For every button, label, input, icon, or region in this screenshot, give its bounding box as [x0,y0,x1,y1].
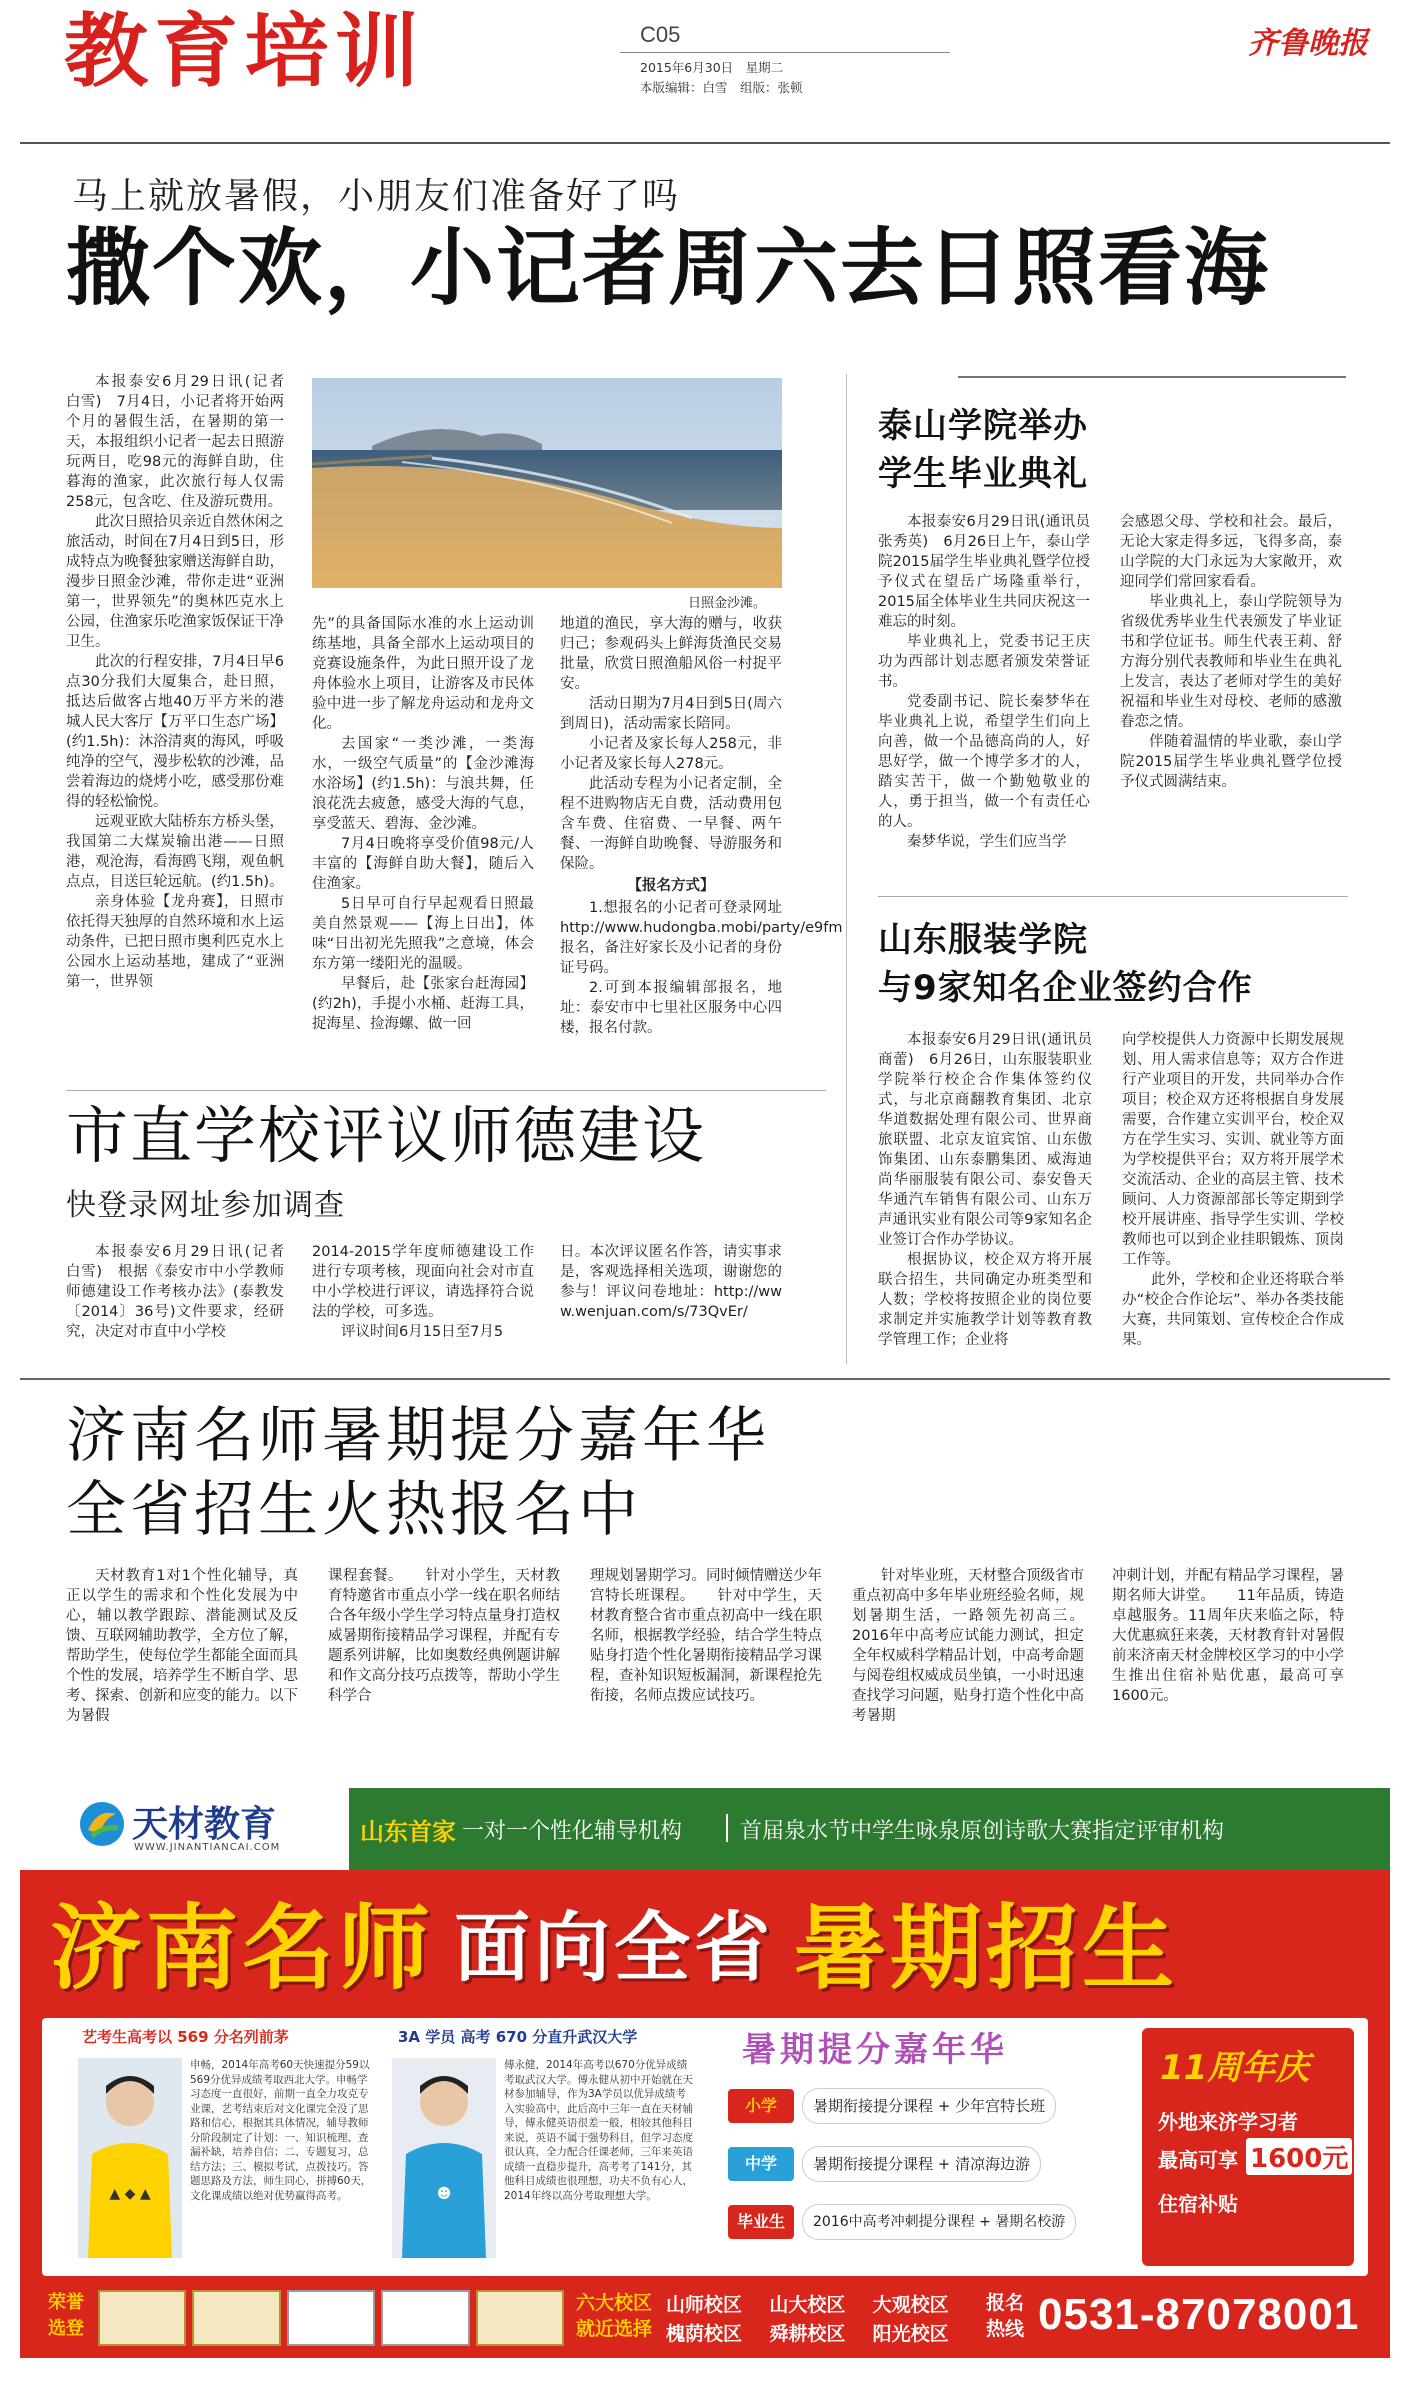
fuzhuang-paragraph: 本报泰安6月29日讯(通讯员 商蕾) 6月26日，山东服装职业学院举行校企合作集体签约仪式，与北京商翻教育集团、北京华道数据处理有限公司、世界商旅联盟、北京友谊宾馆、山东傲饰集团、山东泰鹏集团、威海迪尚华丽服装有限公司、泰安鲁天华通汽车销售有限公司、山东万声通讯实业有限公司等9家知名企业签订合作办学协议。 [878,1032,1107,1248]
campus-label: 六大校区就近选择 [576,2292,653,2340]
lead-paragraph: 地道的渔民，享大海的赠与，收获归己；参观码头上鲜海货渔民交易批量，欣赏日照渔船风俗一村捉平安。 [560,616,782,692]
ad-big-2: 面向全省 [454,1902,775,1992]
ad-big-3: 暑期招生 [794,1895,1179,2002]
ad-footer [42,2284,1368,2352]
course-tag: 毕业生 [728,2205,794,2239]
fuzhuang-column-2 [1122,1030,1344,1350]
taishan-top-rule [958,376,1346,378]
photo-caption: 日照金沙滩。 [688,596,767,611]
slogan-award: 首届泉水节中学生咏泉原创诗歌大赛指定评审机构 [740,1819,1225,1844]
taishan-paragraph: 本报泰安6月29日讯(通讯员 张秀英) 6月26日上午，泰山学院2015届学生毕业典礼暨学位授予仪式在望岳广场隆重举行，2015届全体毕业生共同庆祝这一难忘的时刻。 [878,514,1105,630]
fuzhuang-paragraph: 向学校提供人力资源中长期发展规划、用人需求信息等；双方合作进行产业项目的开发，共同举办合作项目；校企双方还将根据自身发展需要，合作建立实训平台，校企双方在学生实习、实训、就业等方面为学校提供平台；双方将开展学术交流活动、企业的高层主管、技术顾问、人力资源部部长等定期到学校开展讲座、指导学生实训、学校教师也可以到企业挂职锻炼、顶岗工作等。 [1122,1032,1344,1268]
ad-content-panel [42,2018,1368,2276]
jinan-paragraph: 课程套餐。 针对小学生，天材教育特邀省市重点小学一线在职名师结合各年级小学生学习特点量身打造权威暑期衔接精品学习课程，并配有专题系列讲解，比如奥数经典例题讲解和作文高分技巧点拨等，帮助小学生科学合 [328,1568,560,1704]
signup-title: 【报名方式】 [627,878,715,894]
svg-text:☻: ☻ [436,2186,452,2202]
course-row [728,2198,1118,2246]
taishan-paragraph: 秦梦华说，学生们应当学 [907,834,1067,850]
signup-item: 1.想报名的小记者可登录网址http://www.hudongba.mobi/party/e9fm报名，备注好家长及小记者的身份证号码。 [560,900,843,976]
fuzhuang-paragraph: 此外，学校和企业还将联合举办“校企合作论坛”、举办各类技能大赛，共同策划、宣传校企合作成果。 [1122,1272,1344,1348]
brand-logo-icon [78,1800,126,1848]
campus-item: 山大校区 [769,2294,846,2316]
certificate-icon [287,2290,375,2346]
certificate-icon [98,2290,186,2346]
masthead-divider [20,142,1390,144]
lead-headline: 撒个欢，小记者周六去日照看海 [66,219,1271,317]
slogan-divider [726,1814,728,1842]
anniversary-amount: 1600元 [1246,2138,1352,2175]
date-line: 2015年6月30日 星期二 [640,60,784,75]
page-number: C05 [640,22,681,47]
certificate-icon [381,2290,469,2346]
fuzhuang-headline-2: 与9家知名企业签约合作 [878,968,1253,1008]
shide-column-3 [560,1242,782,1322]
course-row [728,2082,1118,2130]
editor-line: 本版编辑：白雪 组版：张顿 [640,80,803,95]
course-text: 2016中高考冲刺提分课程 + 暑期名校游 [802,2204,1076,2240]
taishan-headline-1: 泰山学院举办 [878,406,1088,446]
lead-column-3 [560,614,843,1038]
jinan-paragraph: 冲刺计划，并配有精品学习课程，暑期名师大讲堂。 11年品质，铸造卓越服务。11周年庆来临之际，特大优惠疯狂来袭，天材教育针对暑假前来济南天材金牌校区学习的中小学生推出住宿补贴优惠，最高可享1600元。 [1112,1568,1344,1704]
fuzhuang-column-1 [878,1030,1107,1350]
lead-paragraph: 此次日照拾贝亲近自然休闲之旅活动，时间在7月4日到5日，形成特点为晚餐独家赠送海鲜自助，漫步日照金沙滩，带你走进“亚洲第一，世界领先”的奥林匹克水上公园，住渔家乐吃渔家饭保证干净卫生。 [66,514,284,650]
carnival-title: 暑期提分嘉年华 [742,2030,1008,2070]
certificate-icon [476,2290,564,2346]
shide-paragraph: 日。本次评议匿名作答，请实事求是，客观选择相关选项，谢谢您的参与！评议问卷地址：http://www.wenjuan.com/s/73QvEr/ [560,1244,782,1320]
shide-paragraph: 评议时间6月15日至7月5 [341,1324,504,1340]
lead-paragraph: 活动日期为7月4日到5日(周六到周日)，活动需家长陪同。 [560,696,782,732]
anniversary-line-1: 外地来济学习者 [1158,2110,1298,2134]
section-title: 教育培训 [64,5,426,98]
jinan-paragraph: 理规划暑期学习。同时倾情赠送少年宫特长班课程。 针对中学生，天材教育整合省市重点初高中一线在职名师，根据教学经验，结合学生特点贴身打造个性化暑期衔接精品学习课程，查补知识短板漏洞，新课程抢先衔接，名师点拨应试技巧。 [590,1568,822,1704]
course-row [728,2140,1118,2188]
taishan-paragraph: 毕业典礼上，泰山学院领导为省级优秀毕业生代表颁发了毕业证书和学位证书。师生代表王莉、舒方海分别代表教师和毕业生在典礼上发言，表达了老师对学生的美好祝福和毕业生对母校、老师的感激眷恋之情。 [1120,594,1342,730]
masthead-rule [620,52,950,53]
course-text: 暑期衔接提分课程 + 少年宫特长班 [802,2088,1056,2124]
course-tag: 小学 [728,2089,794,2123]
lead-column-1 [66,372,299,992]
case-2-photo [392,2058,496,2258]
paper-logo: 齐鲁晚报 [1248,26,1368,61]
slogan-main: 一对一个性化辅导机构 [462,1819,683,1844]
campus-item: 山师校区 [666,2294,743,2316]
fuzhuang-paragraph: 根据协议，校企双方将开展联合招生，共同确定办班类型和人数；学校将按照企业的岗位要求制定并实施教学计划等教育教学管理工作；企业将 [878,1252,1092,1348]
beach-photo [312,378,782,588]
anniversary-line-3: 住宿补贴 [1158,2192,1238,2216]
ad-banner [20,1788,1390,2358]
course-tag: 中学 [728,2147,794,2181]
column-divider [846,374,847,1364]
lead-paragraph: 本报泰安6月29日讯(记者 白雪) 7月4日，小记者将开始两个月的暑假生活，在暑期的第一天，本报组织小记者一起去日照游玩两日，吃98元的海鲜自助，住暮海的渔家，此次旅行每人仅需258元，包含吃、住及游玩费用。 [66,374,299,510]
jinan-column-3 [590,1566,822,1706]
svg-text:▲ ◆ ▲: ▲ ◆ ▲ [109,2186,151,2202]
jinan-column-5 [1112,1566,1344,1706]
shide-paragraph: 2014-2015学年度师德建设工作进行专项考核，现面向社会对市直中小学校进行评议，请选择符合说法的学校，可多选。 [312,1244,534,1320]
jinan-headline-2: 全省招生火热报名中 [66,1475,642,1545]
lead-paragraph: 此次的行程安排，7月4日早6点30分我们大厦集合，赴日照，抵达后做客占地40万平方米的港城人民大客厅【万平口生态广场】(约1.5h)：沐浴清爽的海风，呼吸纯净的空气，漫步松软的沙滩，品尝着海边的烧烤小吃，感受那份难得的轻松愉悦。 [66,654,284,810]
shide-column-2 [312,1242,534,1342]
jinan-headline-1: 济南名师暑期提分嘉年华 [66,1401,770,1471]
jinan-column-4 [852,1566,1084,1726]
lead-paragraph: 早餐后，赴【张家台赶海园】(约2h)，手提小水桶、赶海工具，捉海星、捡海螺、做一回 [312,976,534,1032]
shide-top-rule [66,1090,826,1091]
anniversary-title: 11周年庆 [1160,2048,1310,2088]
anniversary-badge [1142,2028,1354,2266]
lead-column-2 [312,614,534,1034]
signup-item: 2.可到本报编辑部报名，地址：泰安市中七里社区服务中心四楼，报名付款。 [560,980,782,1036]
campus-list [666,2290,976,2346]
campus-item: 槐荫校区 [666,2323,743,2345]
lead-paragraph: 去国家“一类沙滩，一类海水，一级空气质量”的【金沙滩海水浴场】(约1.5h)：与浪共舞，任浪花洗去疲惫，感受大海的气息，享受蓝天、碧海、金沙滩。 [312,736,534,832]
fuzhuang-headline-1: 山东服装学院 [878,920,1088,960]
taishan-paragraph: 会感恩父母、学校和社会。最后，无论大家走得多远，飞得多高，泰山学院的大门永远为大家敞开，欢迎同学们常回家看看。 [1120,514,1342,590]
taishan-column-1 [878,512,1105,852]
jinan-paragraph: 针对毕业班，天材整合顶级省市重点初高中多年毕业班经验名师，规划暑期生活，一路领先初高三。2016年中高考应试能力测试，担定全年权威科学精品计划，中高考命题与阅卷组权威成员坐镇，一小时迅速查找学习问题，贴身打造个性化中高考暑期 [852,1568,1084,1724]
case-2-title: 3A 学员 高考 670 分直升武汉大学 [398,2028,638,2046]
lead-paragraph: 亲身体验【龙舟赛】，日照市依托得天独厚的自然环境和水上运动条件，已把日照市奥利匹克水上公园水上运动基地，建成了“亚洲第一，世界领 [66,894,284,990]
campus-item: 阳光校区 [872,2323,949,2345]
campus-item: 舜耕校区 [769,2323,846,2345]
taishan-headline-2: 学生毕业典礼 [878,454,1088,494]
ad-header [20,1788,1390,1870]
taishan-column-2 [1120,512,1342,792]
jinan-paragraph: 天材教育1对1个性化辅导，真正以学生的需求和个性化发展为中心，辅以教学跟踪、潜能测试及反馈、互联网辅助教学，全方位了解，帮助学生，使每位学生都能全面而具个性的发展，培养学生不断自学、思考、探索、创新和应变的能力。以下为暑假 [66,1568,298,1724]
slogan-highlight: 山东首家 [360,1818,456,1846]
lead-kicker: 马上就放暑假，小朋友们准备好了吗 [72,176,681,217]
jinan-top-rule [20,1378,1390,1380]
course-text: 暑期衔接提分课程 + 清凉海边游 [802,2146,1041,2182]
lead-paragraph: 5日早可自行早起观看日照最美自然景观——【海上日出】，体味“日出初光先照我”之意境，体会东方第一缕阳光的温暖。 [312,896,534,972]
shide-column-1 [66,1242,299,1342]
ad-big-1: 济南名师 [50,1895,435,2002]
shide-subhead: 快登录网址参加调查 [66,1188,345,1223]
ad-big-slogan [50,1876,1370,2006]
shide-paragraph: 本报泰安6月29日讯(记者 白雪) 根据《泰安市中小学教师师德建设工作考核办法》(泰教发〔2014〕36号)文件要求，经研究，决定对市直中小学校 [66,1244,299,1340]
case-1-text: 申畅，2014年高考60天快速提分59以569分优异成绩考取西北大学。申畅学习态度一直很好，前期一直全力攻克专业课，艺考结束后对文化课完全没了思路和信心，根据其具体情况，辅导教师分阶段制定了计划：一、知识梳理、查漏补缺，培养自信；二、专题复习，总结方法；三、模拟考试，点拨技巧。答题思路及方法，师生同心，拼搏60天，文化课成绩以绝对优势赢得高考。 [190,2059,372,2202]
taishan-paragraph: 伴随着温情的毕业歌，泰山学院2015届学生毕业典礼暨学位授予仪式圆满结束。 [1120,734,1342,790]
certificate-icon [192,2290,280,2346]
jinan-column-2 [328,1566,560,1706]
fuzhuang-top-rule [878,896,1348,897]
case-1-photo [78,2058,182,2258]
brand-url: WWW.JINANTIANCAI.COM [134,1842,281,1853]
hotline-label: 报名热线 [986,2292,1025,2340]
shide-headline: 市直学校评议师德建设 [66,1099,707,1172]
lead-paragraph: 此活动专程为小记者定制，全程不进购物店无自费，活动费用包含车费、住宿费、一早餐、两午餐、一海鲜自助晚餐、导游服务和保险。 [560,776,782,872]
lead-paragraph: 小记者及家长每人258元，非小记者及家长每人278元。 [560,736,782,772]
taishan-paragraph: 党委副书记、院长秦梦华在毕业典礼上说，希望学生们向上向善，做一个品德高尚的人，好思好学，做一个博学多才的人，踏实苦干，做一个勤勉敬业的人，勇于担当，做一个有责任心的人。 [878,694,1090,830]
honor-label: 荣誉选登 [48,2292,84,2339]
campus-item: 大观校区 [872,2294,949,2316]
lead-paragraph: 远观亚欧大陆桥东方桥头堡，我国第二大煤炭输出港——日照港，观沧海，看海鸥飞翔，观鱼帆点点，目送巨轮远航。(约1.5h)。 [66,814,284,890]
lead-paragraph: 7月4日晚将享受价值98元/人丰富的【海鲜自助大餐】，随后入住渔家。 [312,836,534,892]
hotline-number: 0531-87078001 [1038,2290,1360,2339]
honor-certificates [98,2290,564,2346]
anniversary-line-2: 最高可享 [1158,2148,1238,2172]
case-2-text: 傅永健，2014年高考以670分优异成绩考取武汉大学。傅永健从初中开始就在天材参加辅导，作为3A学员以优异成绩考入实验高中，此后高中三年一直在天材辅导，傅永健英语很差一般，相较其他科目来说，英语不属于强势科目，但学习态度很认真，全力配合任课老师，三年来英语成绩一直稳步提升，高考考了141分，其他科目成绩也很理想，功夫不负有心人，2014年终以高分考取理想大学。 [504,2059,693,2202]
brand-name: 天材教育 [132,1804,277,1845]
taishan-paragraph: 毕业典礼上，党委书记王庆功为西部计划志愿者颁发荣誉证书。 [878,634,1090,690]
case-1-title: 艺考生高考以 569 分名列前茅 [82,2028,289,2046]
lead-paragraph: 先”的具备国际水准的水上运动训练基地，具备全部水上运动项目的竞赛设施条件，为此日照开设了龙舟体验水上项目，让游客及市民体验中进一步了解龙舟运动和龙舟文化。 [312,616,534,732]
jinan-column-1 [66,1566,298,1726]
